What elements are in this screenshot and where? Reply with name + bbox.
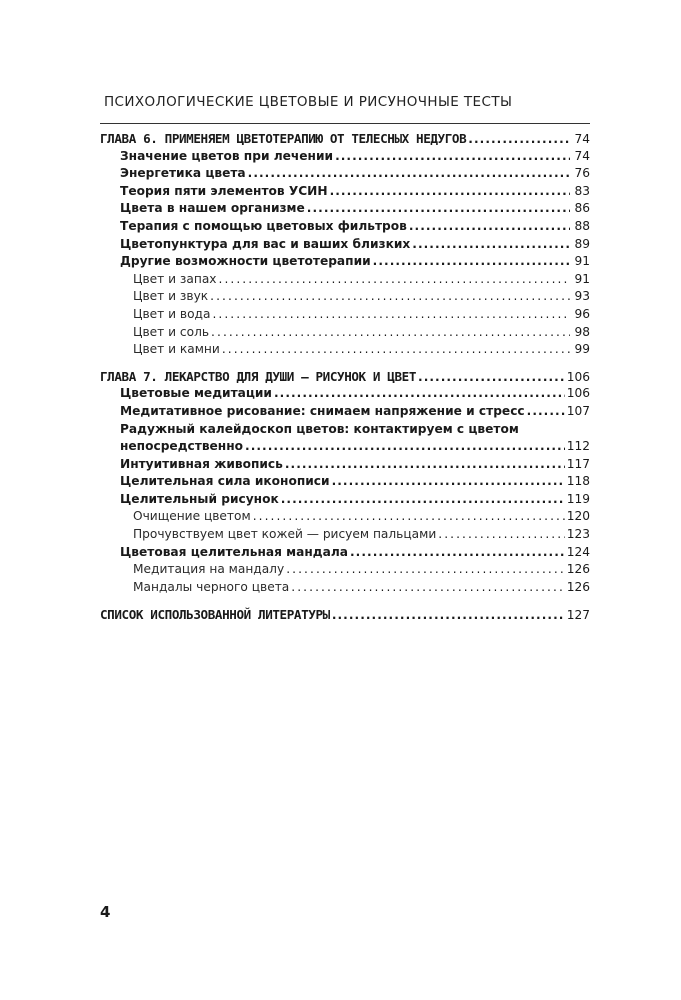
toc-entry-title: Целительный рисунок (120, 491, 279, 506)
toc-page-number: 99 (574, 342, 590, 357)
toc-entry-title: Цветопунктура для вас и ваших близких (120, 236, 411, 251)
toc-page-number: 91 (574, 254, 590, 269)
toc-subentry[interactable] (100, 271, 590, 289)
toc-page-number: 119 (566, 491, 590, 506)
dot-leader (335, 148, 570, 166)
toc-entry-title: Другие возможности цветотерапии (120, 254, 371, 269)
dot-leader (468, 131, 570, 149)
dot-leader (286, 561, 565, 579)
dot-leader (307, 200, 570, 218)
toc-entry-title: СПИСОК ИСПОЛЬЗОВАННОЙ ЛИТЕРАТУРЫ (100, 607, 330, 623)
toc-page-number: 86 (574, 201, 590, 216)
toc-entry-title: Цвет и соль (133, 324, 210, 339)
table-of-contents (100, 130, 590, 624)
toc-page-number: 74 (574, 148, 590, 163)
toc-entry[interactable] (100, 218, 590, 236)
toc-entry-title: ГЛАВА 6. ПРИМЕНЯЕМ ЦВЕТОТЕРАПИЮ ОТ ТЕЛЕСНЫХ НЕДУГОВ (100, 131, 467, 146)
toc-entry[interactable] (100, 456, 590, 474)
toc-entry-title: Теория пяти элементов УСИН (120, 183, 328, 198)
toc-chapter-6[interactable] (100, 130, 590, 148)
toc-subentry[interactable] (100, 306, 590, 324)
toc-entry[interactable] (100, 148, 590, 166)
dot-leader (373, 253, 570, 271)
toc-entry-title: Очищение цветом (133, 509, 251, 524)
toc-subentry[interactable] (100, 324, 590, 342)
toc-entry[interactable] (100, 200, 590, 218)
toc-bibliography[interactable] (100, 606, 590, 624)
spacer (100, 359, 590, 368)
toc-entry[interactable] (100, 491, 590, 509)
toc-page-number: 126 (566, 579, 590, 594)
dot-leader (285, 456, 565, 474)
toc-page-number: 88 (574, 218, 590, 233)
dot-leader (332, 607, 565, 625)
toc-entry-title: Медитация на мандалу (133, 562, 285, 577)
dot-leader (527, 403, 565, 421)
dot-leader (274, 385, 565, 403)
dot-leader (409, 218, 570, 236)
toc-page-number: 96 (574, 306, 590, 321)
page-number: 4 (100, 903, 111, 921)
spacer (100, 596, 590, 606)
toc-entry-title: Целительная сила иконописи (120, 474, 330, 489)
toc-page-number: 93 (574, 289, 590, 304)
dot-leader (418, 369, 565, 387)
dot-leader (281, 491, 565, 509)
dot-leader (248, 165, 570, 183)
toc-entry-title: Цвет и запах (133, 271, 217, 286)
toc-entry-title-line2: непосредственно (120, 439, 244, 454)
toc-entry-title: ГЛАВА 7. ЛЕКАРСТВО ДЛЯ ДУШИ — РИСУНОК И ЦВЕТ (100, 368, 417, 384)
toc-page-number: 107 (566, 403, 590, 418)
dot-leader (412, 236, 570, 254)
toc-subentry[interactable] (100, 561, 590, 579)
toc-entry[interactable] (100, 236, 590, 254)
toc-entry-title: Медитативное рисование: снимаем напряжение и стресс (120, 403, 525, 418)
dot-leader (212, 306, 570, 324)
dot-leader (245, 438, 565, 456)
toc-entry-title-line1[interactable]: Радужный калейдоскоп цветов: контактируем с цветом (120, 421, 519, 436)
toc-entry[interactable] (100, 473, 590, 491)
dot-leader (291, 579, 564, 597)
toc-entry[interactable] (100, 253, 590, 271)
toc-page-number: 127 (566, 608, 590, 623)
toc-entry[interactable] (100, 438, 590, 456)
toc-entry[interactable] (100, 403, 590, 421)
toc-page-number: 118 (566, 474, 590, 489)
toc-entry-title: Цветовые медитации (120, 386, 272, 401)
toc-page-number: 91 (574, 271, 590, 286)
dot-leader (253, 508, 565, 526)
toc-subentry[interactable] (100, 579, 590, 597)
toc-subentry[interactable] (100, 288, 590, 306)
toc-chapter-7[interactable] (100, 368, 590, 386)
toc-page-number: 126 (566, 562, 590, 577)
toc-page-number: 89 (574, 236, 590, 251)
toc-entry-title: Цвета в нашем организме (120, 201, 305, 216)
toc-page-number: 106 (566, 369, 590, 384)
toc-page-number: 76 (574, 166, 590, 181)
toc-entry-title: Терапия с помощью цветовых фильтров (120, 218, 407, 233)
toc-page-number: 83 (574, 183, 590, 198)
dot-leader (222, 341, 570, 359)
dot-leader (210, 288, 570, 306)
toc-subentry[interactable] (100, 508, 590, 526)
toc-page-number: 123 (566, 527, 590, 542)
running-title: ПСИХОЛОГИЧЕСКИЕ ЦВЕТОВЫЕ И РИСУНОЧНЫЕ ТЕСТЫ (104, 94, 513, 110)
toc-page-number: 120 (566, 509, 590, 524)
toc-page-number: 98 (574, 324, 590, 339)
toc-page-number: 124 (566, 544, 590, 559)
toc-page-number: 74 (574, 132, 590, 146)
toc-entry-title: Цветовая целительная мандала (120, 544, 348, 559)
toc-entry-title: Энергетика цвета (120, 166, 246, 181)
toc-page-number: 112 (566, 439, 590, 454)
dot-leader (330, 183, 570, 201)
toc-page-number: 106 (566, 386, 590, 401)
dot-leader (438, 526, 564, 544)
toc-entry-title: Цвет и камни (133, 342, 220, 357)
toc-entry-title: Значение цветов при лечении (120, 148, 334, 163)
dot-leader (332, 473, 565, 491)
toc-entry[interactable] (100, 544, 590, 562)
toc-subentry[interactable] (100, 341, 590, 359)
header-rule (100, 123, 590, 124)
toc-entry-title: Прочувствуем цвет кожей — рисуем пальцами (133, 527, 437, 542)
toc-entry[interactable] (100, 183, 590, 201)
toc-subentry[interactable] (100, 526, 590, 544)
toc-page-number: 117 (566, 456, 590, 471)
toc-entry[interactable] (100, 165, 590, 183)
toc-entry-title: Мандалы черного цвета (133, 579, 290, 594)
toc-entry-title: Цвет и звук (133, 289, 209, 304)
dot-leader (350, 544, 565, 562)
toc-entry-title: Цвет и вода (133, 306, 211, 321)
toc-entry-title: Интуитивная живопись (120, 456, 283, 471)
dot-leader (211, 324, 570, 342)
dot-leader (219, 271, 570, 289)
toc-entry[interactable] (100, 385, 590, 403)
